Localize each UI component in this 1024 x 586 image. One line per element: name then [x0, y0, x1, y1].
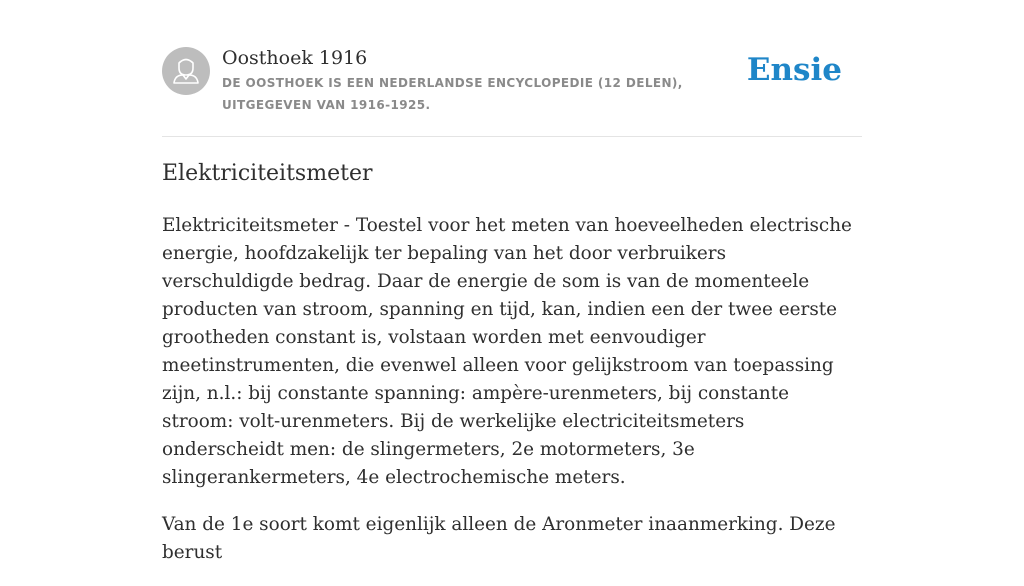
user-icon: [162, 47, 210, 95]
article-title: Elektriciteitsmeter: [162, 161, 373, 186]
page-container: [162, 0, 862, 563]
article-paragraph: Van de 1e soort komt eigenlijk alleen de Aronmeter inaanmerking. Deze berust: [162, 514, 836, 563]
source-avatar[interactable]: [162, 47, 210, 95]
source-name[interactable]: Oosthoek 1916: [222, 47, 368, 69]
article-body: [162, 212, 862, 586]
source-header: [162, 0, 862, 137]
article-paragraph: Elektriciteitsmeter - Toestel voor het meten van hoeveelheden electrische energie, hoofdzakelijk ter bepaling van het door verbruikers verschuldigde bedrag. Daar de energie de som is van de momenteele producten van stroom, spanning en tijd, kan, indien een der twee eerste grootheden constant is, volstaan worden met eenvoudiger meetinstrumenten, die evenwel alleen voor gelijkstroom van toepassing zijn, n.l.: bij constante spanning: ampère-urenmeters, bij constante stroom: volt-urenmeters. Bij de werkelijke electriciteitsmeters onderscheidt men: de slingermeters, 2e motormeters, 3e slingerankermeters, 4e electrochemische meters.: [162, 215, 852, 488]
source-description: DE OOSTHOEK IS EEN NEDERLANDSE ENCYCLOPEDIE (12 DELEN), UITGEGEVEN VAN 1916-1925.: [222, 76, 683, 112]
ensie-logo-link[interactable]: Ensie: [746, 52, 842, 88]
